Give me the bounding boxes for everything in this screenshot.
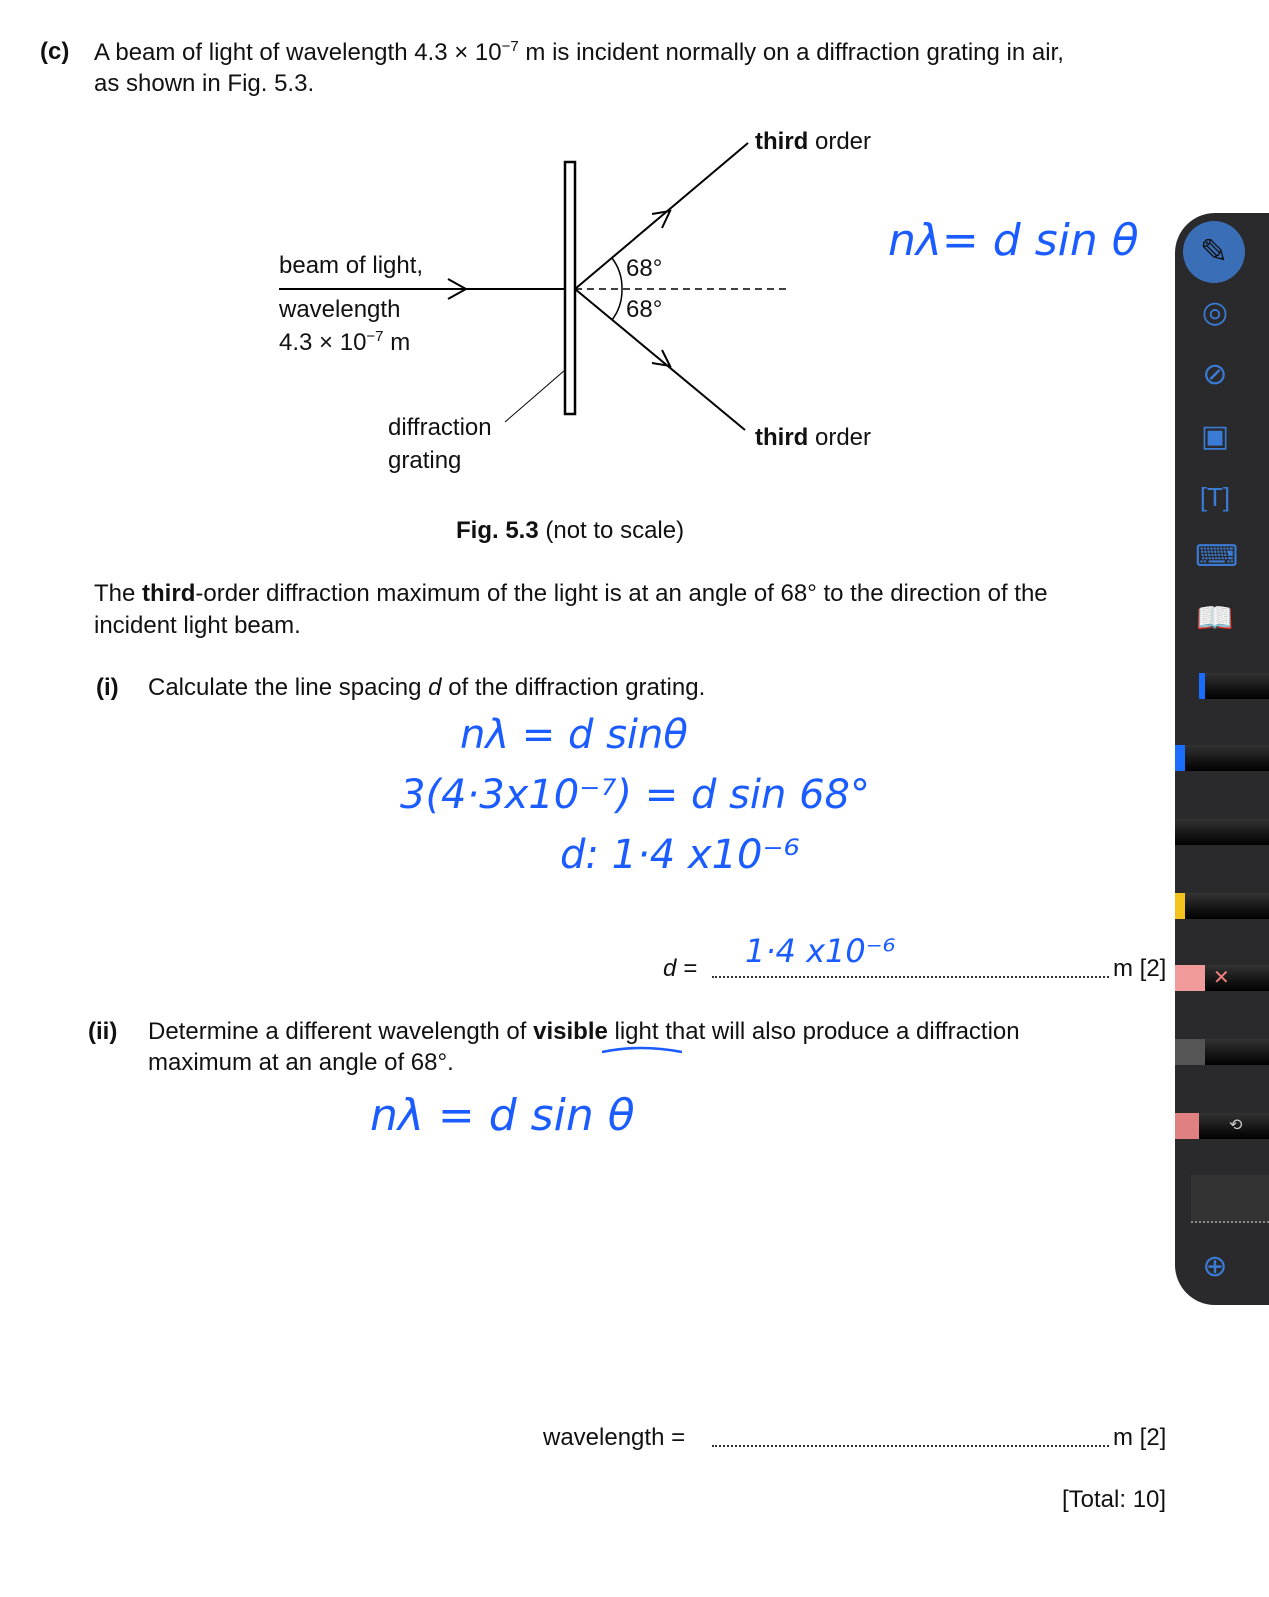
wavelength-unit-marks: m [2]	[1113, 1424, 1167, 1451]
total-marks: [Total: 10]	[1062, 1486, 1167, 1513]
question-line2: as shown in Fig. 5.3.	[94, 70, 315, 97]
statement-line2: incident light beam.	[94, 612, 301, 639]
handwriting-result: d: 1·4 x10⁻⁶	[560, 832, 800, 878]
angle-top: 68°	[626, 255, 663, 282]
d-answer-line[interactable]	[712, 976, 1109, 978]
fountain-pen-tool[interactable]	[1199, 673, 1269, 699]
highlighter-tool[interactable]	[1175, 893, 1269, 919]
statement-line1: The third-order diffraction maximum of the light is at an angle of 68° to the direction of the	[94, 580, 1048, 607]
ai-shapes-icon[interactable]: ⊕	[1202, 1250, 1228, 1283]
handwriting-substitution: 3(4·3x10⁻⁷) = d sin 68°	[400, 772, 870, 818]
grating-label1: diffraction	[388, 414, 492, 441]
handwriting-part-ii: nλ = d sin θ	[370, 1090, 635, 1141]
image-icon[interactable]: ▣	[1200, 420, 1230, 453]
part-i-num: (i)	[96, 674, 119, 701]
ruler-tool[interactable]	[1191, 1175, 1269, 1223]
tool-palette	[1175, 213, 1269, 1305]
part-label: (c)	[40, 38, 70, 65]
wavelength-answer-label: wavelength =	[543, 1424, 686, 1451]
laser-pointer-tool[interactable]: ⟲	[1175, 1113, 1269, 1139]
third-order-bottom: third order	[755, 424, 872, 451]
beam-label: beam of light,	[279, 252, 424, 279]
figure-caption: Fig. 5.3 (not to scale)	[456, 517, 685, 544]
brush-pen-tool[interactable]	[1175, 819, 1269, 845]
d-answer-label: d =	[663, 955, 698, 982]
underline-annotation	[600, 1040, 690, 1060]
part-ii-line2: maximum at an angle of 68°.	[148, 1049, 454, 1076]
tape-tool[interactable]	[1175, 1039, 1269, 1065]
handwriting-formula: nλ = d sinθ	[460, 712, 688, 758]
eraser-tool[interactable]: ✕	[1175, 965, 1269, 991]
ballpoint-pen-tool[interactable]	[1175, 745, 1269, 771]
third-order-top: third order	[755, 128, 872, 155]
part-i-text: Calculate the line spacing d of the diffraction grating.	[148, 674, 706, 701]
angle-bottom: 68°	[626, 296, 663, 323]
sticker-icon[interactable]: ⊘	[1202, 358, 1228, 391]
grating-label2: grating	[388, 447, 462, 474]
textbox-icon[interactable]: [T]	[1199, 482, 1231, 512]
book-icon[interactable]: 📖	[1196, 602, 1234, 635]
d-unit-marks: m [2]	[1113, 955, 1167, 982]
question-line1: A beam of light of wavelength $4.3 \times 10^{-7}$ m is incident normally on a diffraction grating in air,	[94, 38, 1064, 66]
handwriting-answer: 1·4 x10⁻⁶	[745, 932, 896, 970]
handwriting-margin: nλ= d sin θ	[888, 215, 1139, 266]
wavelength-answer-line[interactable]	[712, 1445, 1109, 1447]
lasso-icon[interactable]: ◎	[1201, 296, 1229, 329]
keyboard-icon[interactable]: ⌨	[1195, 540, 1239, 573]
pencil-icon[interactable]: ✎	[1183, 221, 1245, 283]
part-ii-line1: Determine a different wavelength of visible light that will also produce a diffraction	[148, 1018, 1020, 1045]
wavelength-value: $4.3 \times 10^{-7}$ m	[279, 328, 411, 356]
wavelength-label: wavelength	[279, 296, 401, 323]
part-ii-num: (ii)	[88, 1018, 118, 1045]
